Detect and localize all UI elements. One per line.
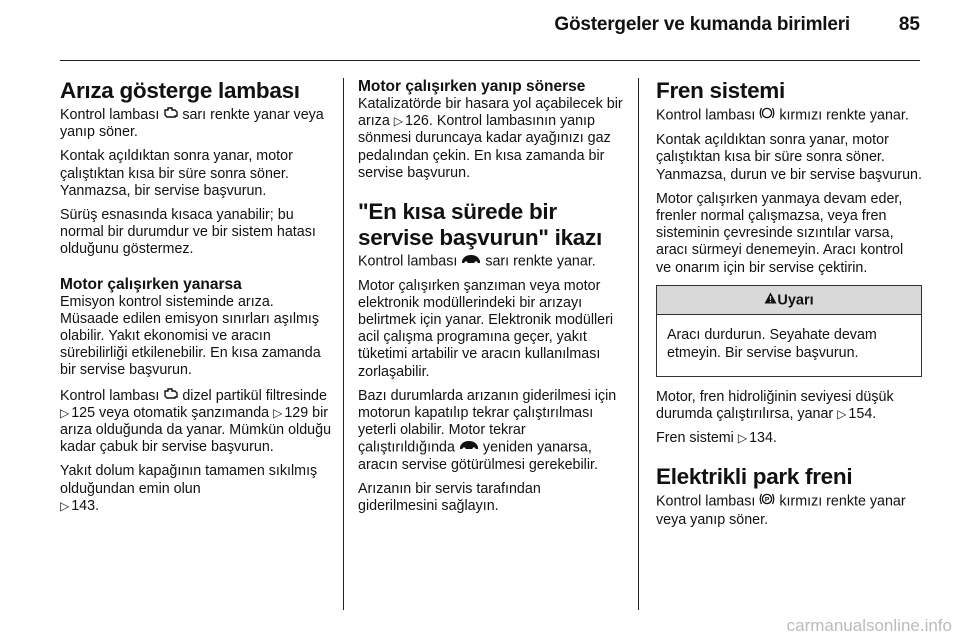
warning-box [656, 285, 922, 377]
parking-brake-icon [759, 492, 775, 511]
reference-arrow-icon: ▷ [60, 405, 70, 420]
engine-icon [163, 106, 178, 124]
column-3 [656, 78, 922, 536]
paragraph: Kontrol lambası sarı renkte yanar. [358, 253, 596, 270]
reference-arrow-icon: ▷ [393, 114, 404, 129]
paragraph: Kontak açıldıktan sonra yanar, motor çalıştıktan kısa bir süre sonra söner. Yanmazsa, bir servise başvurun. [60, 148, 293, 199]
paragraph: Kontrol lambası dizel partikül filtresinde ▷ 125 veya otomatik şanzımanda ▷ 129 bir arıza olduğunda da yanar. Mümkün olduğu kadar çabuk bir servise başvurun. [60, 387, 332, 456]
column-divider [343, 78, 344, 610]
warning-text: Aracı durdurun. Seyahate devam etmeyin. Bir servise başvurun. [667, 327, 877, 361]
paragraph: Arızanın bir servis tarafından giderilmesini sağlayın. [358, 481, 541, 515]
svg-text:P: P [765, 496, 770, 504]
warning-header: Uyarı [657, 286, 921, 316]
subsection-heading: Motor çalışırken yanıp sönerse [358, 78, 586, 95]
reference-arrow-icon: ▷ [60, 498, 70, 513]
reference-arrow-icon: ▷ [837, 407, 847, 422]
subsection-heading: Motor çalışırken yanarsa [60, 275, 242, 293]
wrench-car-icon [461, 253, 481, 270]
section-heading: Fren sistemi [656, 78, 785, 103]
paragraph: Bazı durumlarda arızanın giderilmesi için motorun kapatılıp tekrar çalıştırılması yeterli olabilir. Motor tekrar çalıştırıldığında yeniden yanarsa, aracın servise götürülmesi gerekebilir. [358, 387, 617, 474]
page-number: 85 [898, 14, 920, 35]
section-heading: "En kısa sürede bir servise başvurun" ikazı [358, 199, 602, 251]
column-1 [60, 78, 332, 522]
column-2 [358, 78, 624, 523]
wrench-car-icon [459, 439, 479, 456]
paragraph: Motor çalışırken şanzıman veya motor elektronik modüllerindeki bir arızayı belirtmek için yanar. Elektronik modülleri acil çalışma programına geçer, yakıt tüketimi artabilir ve aracın kullanılması zorlaşabilir. [358, 277, 614, 380]
paragraph: Sürüş esnasında kısaca yanabilir; bu normal bir durumdur ve bir sistem hatası olduğunu göstermez. [60, 207, 316, 258]
watermark: carmanualsonline.info [786, 616, 952, 635]
reference-arrow-icon: ▷ [737, 431, 748, 446]
paragraph: Katalizatörde bir hasara yol açabilecek bir arıza ▷ 126. Kontrol lambasının yanıp sönmesi duruncaya kadar ayağınızı gaz pedalından çekin. En kısa zamanda bir servise başvurun. [358, 96, 623, 181]
section-heading: Elektrikli park freni [656, 464, 853, 490]
brake-icon [759, 106, 775, 125]
section-heading: Arıza gösterge lambası [60, 78, 300, 103]
header-rule [60, 60, 920, 61]
paragraph: Kontrol lambası P kırmızı renkte yanar veya yanıp söner. [656, 493, 906, 528]
paragraph: Kontrol lambası sarı renkte yanar veya yanıp söner. [60, 106, 324, 141]
column-divider [638, 78, 639, 610]
paragraph: Motor çalışırken yanmaya devam eder, frenler normal çalışmazsa, veya fren sisteminin çevresinde sızıntılar varsa, aracı sürmeyi denemeyin. Aracı kontrol ve onarım için bir servise çektirin. [656, 190, 904, 276]
paragraph: Motor, fren hidroliğinin seviyesi düşük durumda çalıştırılırsa, yanar ▷ 154. [656, 388, 894, 423]
paragraph: Kontak açıldıktan sonra yanar, motor çalıştıktan kısa bir süre sonra söner. Yanmazsa, durun ve bir servise başvurun. [656, 132, 922, 183]
reference-arrow-icon: ▷ [273, 405, 283, 420]
header-title: Göstergeler ve kumanda birimleri [554, 14, 850, 35]
paragraph: Fren sistemi ▷ 134. [656, 430, 777, 447]
paragraph: Yakıt dolum kapağının tamamen sıkılmış olduğundan emin olun ▷ 143. [60, 463, 318, 514]
engine-icon [163, 387, 178, 405]
paragraph: Emisyon kontrol sisteminde arıza. Müsaade edilen emisyon sınırları aşılmış olabilir. Yakıt ekonomisi ve aracın sürebilirliği etkilenebilir. En kısa zamanda bir servise başvurun. [60, 293, 321, 379]
warning-triangle-icon [764, 292, 777, 309]
paragraph: Kontrol lambası kırmızı renkte yanar. [656, 107, 909, 124]
